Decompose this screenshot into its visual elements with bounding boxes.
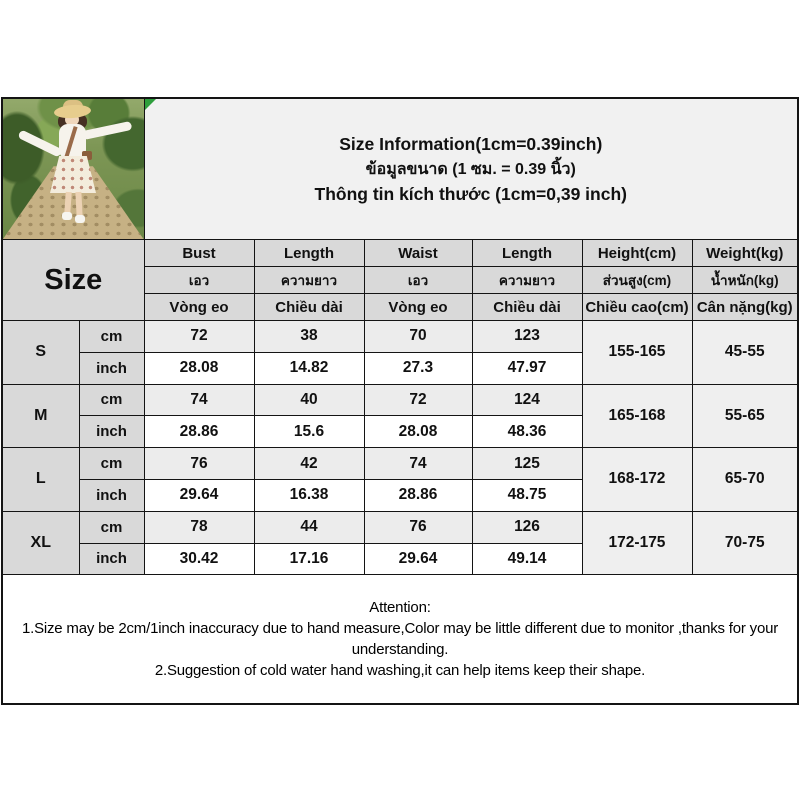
- unit-cell: inch: [79, 479, 144, 511]
- size-label-s: S: [2, 321, 79, 385]
- unit-cell: inch: [79, 543, 144, 575]
- weight-cell-s: 45-55: [692, 321, 798, 385]
- size-table: [1, 97, 799, 705]
- height-cell-xl: 172-175: [582, 511, 692, 575]
- size-corner-cell: Size: [2, 240, 144, 321]
- value-cell: 28.08: [364, 416, 472, 448]
- value-cell: 28.08: [144, 352, 254, 384]
- attention-line-2: 2.Suggestion of cold water hand washing,it can help items keep their shape.: [154, 662, 646, 680]
- product-photo: [3, 99, 144, 239]
- attention-heading: Attention:: [369, 599, 431, 617]
- height-cell-m: 165-168: [582, 384, 692, 448]
- value-cell: 29.64: [364, 543, 472, 575]
- value-cell: 28.86: [364, 479, 472, 511]
- attention-note: [2, 575, 798, 704]
- unit-cell: cm: [79, 321, 144, 353]
- unit-cell: cm: [79, 384, 144, 416]
- unit-cell: inch: [79, 416, 144, 448]
- value-cell: 76: [144, 448, 254, 480]
- value-cell: 14.82: [254, 352, 364, 384]
- header-waist-en: Waist: [364, 240, 472, 267]
- model-left-shoe: [62, 212, 72, 220]
- green-corner-marker: [145, 99, 156, 110]
- header-length2-vi: Chiều dài: [472, 294, 582, 321]
- header-bust-th: เอว: [144, 267, 254, 294]
- header-bust-en: Bust: [144, 240, 254, 267]
- header-weight-vi: Cân nặng(kg): [692, 294, 798, 321]
- value-cell: 125: [472, 448, 582, 480]
- header-length2-en: Length: [472, 240, 582, 267]
- height-cell-s: 155-165: [582, 321, 692, 385]
- value-cell: 72: [364, 384, 472, 416]
- title-vietnamese: Thông tin kích thước (1cm=0,39 inch): [314, 183, 627, 204]
- weight-cell-l: 65-70: [692, 448, 798, 512]
- value-cell: 126: [472, 511, 582, 543]
- size-label-m: M: [2, 384, 79, 448]
- value-cell: 42: [254, 448, 364, 480]
- value-cell: 28.86: [144, 416, 254, 448]
- model-right-leg: [75, 192, 82, 216]
- value-cell: 124: [472, 384, 582, 416]
- value-cell: 76: [364, 511, 472, 543]
- value-cell: 48.36: [472, 416, 582, 448]
- value-cell: 16.38: [254, 479, 364, 511]
- unit-cell: inch: [79, 352, 144, 384]
- header-length-vi: Chiều dài: [254, 294, 364, 321]
- value-cell: 29.64: [144, 479, 254, 511]
- title-english: Size Information(1cm=0.39inch): [339, 133, 603, 154]
- value-cell: 70: [364, 321, 472, 353]
- weight-cell-m: 55-65: [692, 384, 798, 448]
- title-thai: ข้อมูลขนาด (1 ซม. = 0.39 นิ้ว): [365, 160, 576, 178]
- value-cell: 44: [254, 511, 364, 543]
- header-length2-th: ความยาว: [472, 267, 582, 294]
- height-cell-l: 168-172: [582, 448, 692, 512]
- attention-line-1: 1.Size may be 2cm/1inch inaccuracy due to hand measure,Color may be little different due to monitor ,thanks for your understanding.: [21, 620, 779, 659]
- header-waist-vi: Vòng eo: [364, 294, 472, 321]
- header-height-en: Height(cm): [582, 240, 692, 267]
- value-cell: 48.75: [472, 479, 582, 511]
- header-bust-vi: Vòng eo: [144, 294, 254, 321]
- value-cell: 74: [364, 448, 472, 480]
- header-weight-th: น้ำหนัก(kg): [692, 267, 798, 294]
- product-photo-cell: [2, 98, 144, 240]
- weight-cell-xl: 70-75: [692, 511, 798, 575]
- model-right-shoe: [75, 215, 85, 223]
- header-height-vi: Chiều cao(cm): [582, 294, 692, 321]
- value-cell: 40: [254, 384, 364, 416]
- size-label-xl: XL: [2, 511, 79, 575]
- unit-cell: cm: [79, 448, 144, 480]
- value-cell: 30.42: [144, 543, 254, 575]
- value-cell: 47.97: [472, 352, 582, 384]
- value-cell: 49.14: [472, 543, 582, 575]
- size-label-l: L: [2, 448, 79, 512]
- header-height-th: ส่วนสูง(cm): [582, 267, 692, 294]
- value-cell: 72: [144, 321, 254, 353]
- header-weight-en: Weight(kg): [692, 240, 798, 267]
- header-length-en: Length: [254, 240, 364, 267]
- value-cell: 123: [472, 321, 582, 353]
- value-cell: 38: [254, 321, 364, 353]
- value-cell: 15.6: [254, 416, 364, 448]
- title-block: [144, 98, 798, 240]
- header-waist-th: เอว: [364, 267, 472, 294]
- value-cell: 78: [144, 511, 254, 543]
- header-length-th: ความยาว: [254, 267, 364, 294]
- value-cell: 17.16: [254, 543, 364, 575]
- value-cell: 27.3: [364, 352, 472, 384]
- value-cell: 74: [144, 384, 254, 416]
- unit-cell: cm: [79, 511, 144, 543]
